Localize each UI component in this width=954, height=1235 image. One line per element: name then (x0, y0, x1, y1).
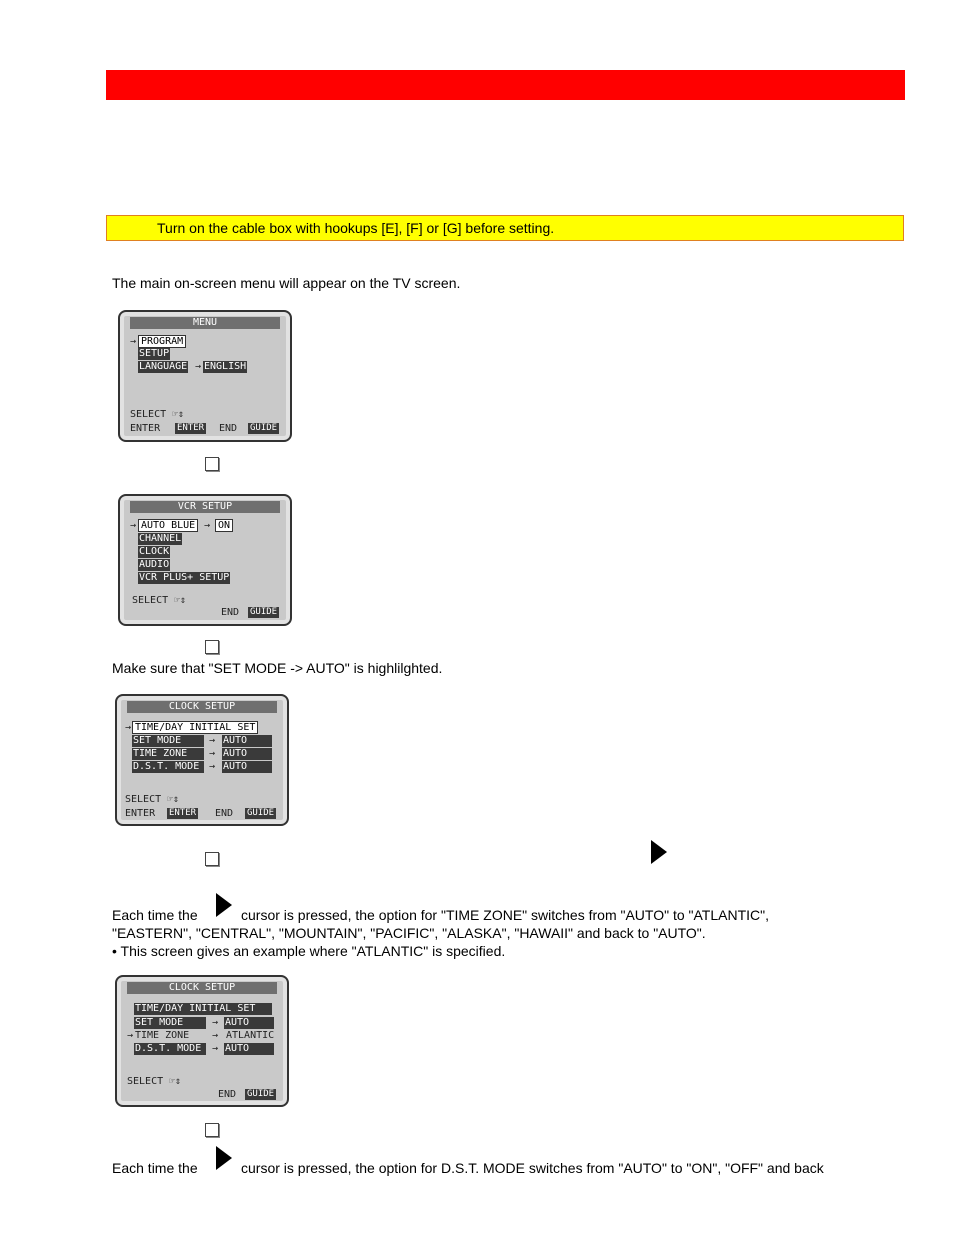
vcr-pointer-icon: → (130, 520, 137, 531)
vcr-setup-screen-image (118, 494, 292, 626)
paragraph-time-zone-line2: "EASTERN", "CENTRAL", "MOUNTAIN", "PACIFIC", "ALASKA", "HAWAII" and back to "AUTO". (112, 925, 706, 941)
clock1-end-label: END (215, 808, 234, 819)
menu-screen-title: MENU (130, 317, 280, 329)
clock2-arrow-icon: → (212, 1043, 219, 1054)
clock2-end-label: END (218, 1089, 237, 1100)
clock1-item-dst-mode: D.S.T. MODE (132, 761, 204, 773)
menu-language-value: ENGLISH (204, 361, 247, 372)
vcr-screen-title: VCR SETUP (130, 501, 280, 513)
menu-pointer-icon: → (130, 336, 137, 347)
clock2-value-dst-mode: AUTO (224, 1043, 274, 1055)
paragraph-time-zone-pre: Each time the (112, 907, 198, 923)
menu-screen-image (118, 310, 292, 442)
checkbox-icon (205, 1123, 219, 1137)
clock1-value-time-zone: AUTO (222, 748, 272, 760)
clock2-value-set-mode: AUTO (224, 1017, 274, 1029)
vcr-auto-blue-value: ON (215, 519, 233, 532)
menu-item-program: PROGRAM (138, 335, 186, 348)
clock1-select-label: SELECT (125, 794, 162, 805)
menu-enter-label: ENTER (130, 423, 161, 434)
clock2-select-label: SELECT (127, 1076, 164, 1087)
clock2-item-time-zone: TIME ZONE (135, 1030, 190, 1041)
menu-end-label: END (219, 423, 238, 434)
right-cursor-icon (651, 840, 667, 864)
cable-box-notice (106, 215, 904, 241)
clock2-pointer-icon: → (127, 1030, 134, 1041)
clock2-item-dst-mode: D.S.T. MODE (134, 1043, 206, 1055)
updown-icon: ☞⇕ (174, 595, 187, 606)
clock1-enter-key: ENTER (169, 808, 197, 818)
clock-setup-screen-image (115, 694, 289, 826)
checkbox-icon (205, 457, 219, 471)
right-cursor-icon (216, 1146, 232, 1170)
menu-enter-key: ENTER (177, 423, 205, 433)
right-cursor-icon (216, 893, 232, 917)
paragraph-main-menu: The main on-screen menu will appear on the TV screen. (112, 275, 461, 291)
clock1-guide-key: GUIDE (247, 808, 275, 818)
updown-icon: ☞⇕ (169, 1076, 182, 1087)
vcr-guide-key: GUIDE (250, 607, 278, 617)
vcr-item-channel: CHANNEL (139, 533, 182, 544)
menu-arrow-icon: → (195, 361, 202, 372)
clock2-value-time-zone: ATLANTIC (226, 1030, 275, 1041)
notice-text: Turn on the cable box with hookups [E], [F] or [G] before setting. (157, 220, 555, 236)
checkbox-icon (205, 852, 219, 866)
clock2-item-set-mode: SET MODE (134, 1017, 206, 1029)
clock1-item-set-mode: SET MODE (132, 735, 204, 747)
paragraph-time-zone-post: cursor is pressed, the option for "TIME ZONE" switches from "AUTO" to "ATLANTIC", (241, 907, 769, 923)
clock2-arrow-icon: → (212, 1030, 219, 1041)
updown-icon: ☞⇕ (167, 794, 180, 805)
checkbox-icon (205, 640, 219, 654)
clock-setup-atlantic-screen-image (115, 975, 289, 1107)
clock2-item-time-day: TIME/DAY INITIAL SET (134, 1003, 272, 1015)
vcr-item-clock: CLOCK (139, 546, 170, 557)
clock1-arrow-icon: → (209, 735, 216, 746)
clock1-item-time-day: TIME/DAY INITIAL SET (132, 721, 258, 734)
paragraph-dst-post: cursor is pressed, the option for D.S.T. MODE switches from "AUTO" to "ON", "OFF" and back (241, 1160, 824, 1176)
clock1-item-time-zone: TIME ZONE (132, 748, 204, 760)
updown-icon: ☞⇕ (172, 409, 185, 420)
clock2-guide-key: GUIDE (247, 1089, 275, 1099)
paragraph-dst-pre: Each time the (112, 1160, 198, 1176)
clock1-screen-title: CLOCK SETUP (127, 701, 277, 713)
vcr-select-label: SELECT (132, 595, 169, 606)
clock1-enter-label: ENTER (125, 808, 156, 819)
clock1-value-dst-mode: AUTO (222, 761, 272, 773)
vcr-arrow-icon: → (204, 520, 211, 531)
menu-select-label: SELECT (130, 409, 167, 420)
vcr-item-vcr-plus: VCR PLUS+ SETUP (139, 572, 230, 583)
clock1-arrow-icon: → (209, 761, 216, 772)
clock1-arrow-icon: → (209, 748, 216, 759)
menu-item-language: LANGUAGE (139, 361, 188, 372)
clock2-screen-title: CLOCK SETUP (127, 982, 277, 994)
clock1-value-set-mode: AUTO (222, 735, 272, 747)
paragraph-set-mode: Make sure that "SET MODE -> AUTO" is highlilghted. (112, 660, 443, 676)
header-red-bar (106, 70, 905, 100)
menu-guide-key: GUIDE (250, 423, 278, 433)
clock1-pointer-icon: → (125, 722, 132, 733)
menu-item-setup: SETUP (139, 348, 170, 359)
clock2-arrow-icon: → (212, 1017, 219, 1028)
vcr-end-label: END (221, 607, 240, 618)
paragraph-time-zone-line3: • This screen gives an example where "ATLANTIC" is specified. (112, 943, 506, 959)
vcr-item-auto-blue: AUTO BLUE (138, 519, 198, 532)
vcr-item-audio: AUDIO (139, 559, 170, 570)
